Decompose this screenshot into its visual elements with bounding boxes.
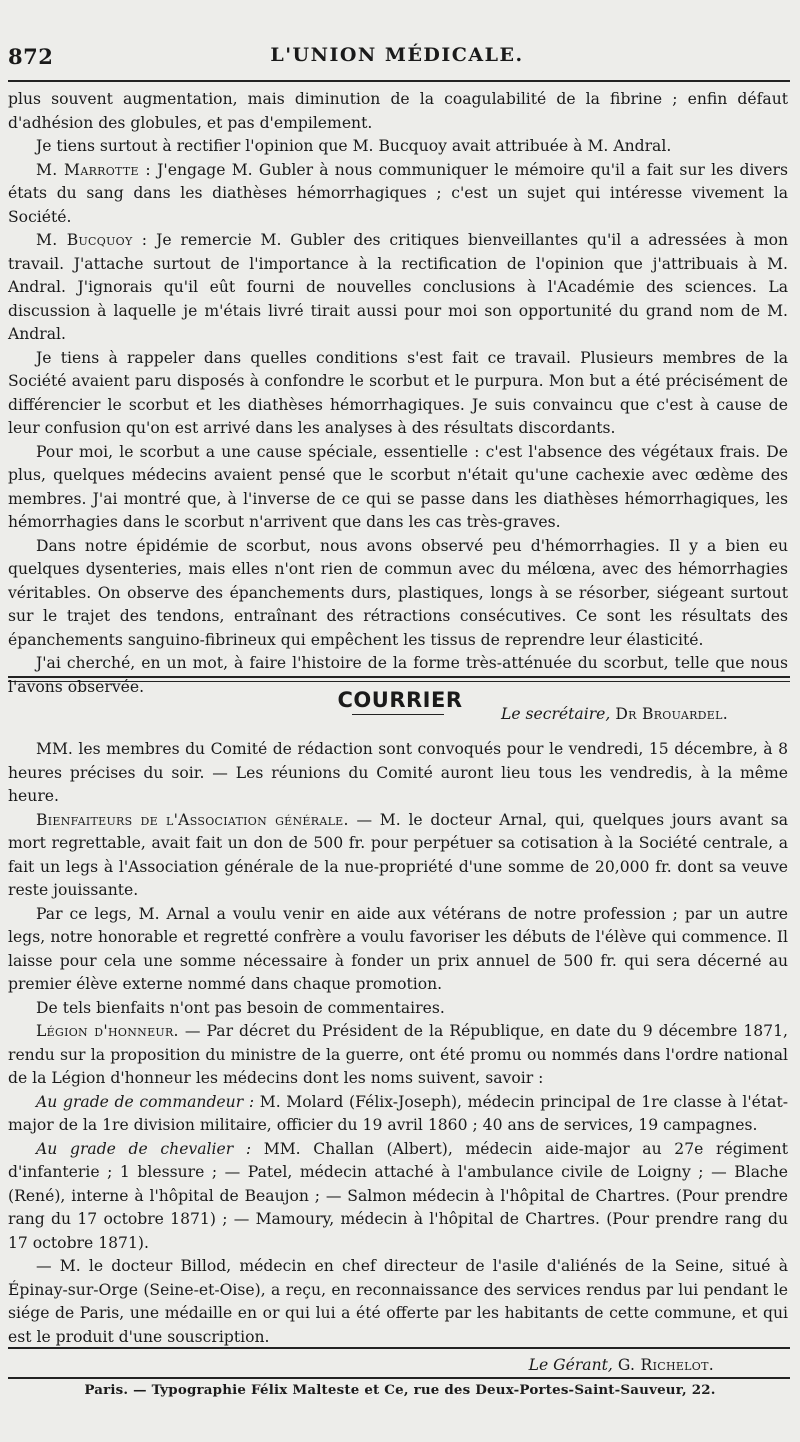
paragraph-text: Pour moi, le scorbut a une cause spéciale, essentielle : c'est l'absence des végétaux frais. De plus, quelques médecins avaient pensé que le scorbut n'était qu'une cachexie avec œdème des membres. J'ai montré que, à l'inverse de ce qui se passe dans les diathèses hémorrhagiques, les hémorrhagies dans le scorbut n'arrivent que dans les cas très-graves. — [8, 442, 788, 531]
courrier-title-underline — [352, 714, 444, 715]
paragraph-text: Dans notre épidémie de scorbut, nous avons observé peu d'hémorrhagies. Il y a bien eu quelques dysenteries, mais elles n'ont rien de commun avec du mélœna, avec des hémorrhagies véritables. On observe des épanchements durs, plastiques, longs à se résorber, siégeant surtout sur le trajet des tendons, entraînant des rétractions consécutives. Ce sont les résultats des épanchements sanguino-fibrineux qui empêchent les tissus de reprendre leur élasticité. — [8, 536, 788, 649]
paragraph-text: Je tiens à rappeler dans quelles conditions s'est fait ce travail. Plusieurs membres de la Société avaient paru disposés à confondre le scorbut et le purpura. Mon but a été précisément de différencier le scorbut et les diathèses hémorrhagiques. Je suis convaincu que c'est à cause de leur confusion qu'on est arrivé dans les analyses à des résultats discordants. — [8, 348, 788, 437]
courrier-title: COURRIER — [337, 688, 463, 712]
minutes-paragraph — [8, 159, 788, 230]
minutes-paragraph — [8, 535, 788, 653]
paragraph-text: plus souvent augmentation, mais diminution de la coagulabilité de la fibrine ; enfin défaut d'adhésion des globules, et pas d'empilement. — [8, 90, 788, 132]
grade-heading: Au grade de chevalier : — [36, 1139, 252, 1158]
printer-imprint: Paris. — Typographie Félix Malteste et Ce, rue des Deux-Portes-Saint-Sauveur, 22. — [84, 1382, 716, 1398]
courrier-paragraph — [8, 1091, 788, 1138]
courrier-paragraph — [8, 1138, 788, 1256]
gerant-name: G. Richelot. — [617, 1356, 714, 1374]
minutes-section — [8, 88, 788, 727]
paragraph-text: Je remercie M. Gubler des critiques bienveillantes qu'il a adressées à mon travail. J'attache surtout de l'importance à la rectification de l'opinion que j'attribuais à M. Andral. J'ignorais qu'il eût fourni de nouvelles conclusions à l'Académie des sciences. La discussion à laquelle je m'étais livré tirait aussi pour moi son opportunité du grand nom de M. Andral. — [8, 231, 789, 343]
courrier-paragraph — [8, 903, 788, 997]
courrier-paragraph — [8, 997, 788, 1021]
imprint-rule — [8, 1377, 790, 1379]
paragraph-text: Par ce legs, M. Arnal a voulu venir en aide aux vétérans de notre profession ; par un autre legs, notre honorable et regretté confrère a voulu favoriser les débuts de l'élève qui commence. Il laisse pour cela une somme nécessaire à fonder un prix annuel de 500 fr. qui sera décerné au premier élève externe nommé dans chaque promotion. — [8, 904, 788, 993]
section-double-rule-bottom — [8, 681, 790, 682]
signature-role: Le secrétaire, — [500, 705, 611, 723]
courrier-paragraph — [8, 1255, 788, 1349]
header-rule — [8, 80, 790, 82]
courrier-section — [8, 738, 788, 1349]
page-number: 872 — [8, 44, 54, 69]
minutes-paragraph — [8, 229, 788, 347]
paragraph-text: M. Molard (Félix-Joseph), médecin principal de 1re classe à l'état-major de la 1re division militaire, officier du 19 avril 1860 ; 40 ans de services, 19 campagnes. — [8, 1092, 788, 1134]
paragraph-text: — M. le docteur Billod, médecin en chef directeur de l'asile d'aliénés de la Seine, situé à Épinay-sur-Orge (Seine-et-Oise), a reçu, en reconnaissance des services rendus par lui pendant le siége de Paris, une médaille en or qui lui a été offerte par les habitants de cette commune, et qui est le produit d'une souscription. — [8, 1257, 788, 1346]
paragraph-text: MM. Challan (Albert), médecin aide-major au 27e régiment d'infanterie ; 1 blessure ; — Patel, médecin attaché à l'ambulance civile de Loigny ; — Blache (René), interne à l'hôpital de Beaujon ; — Salmon médecin à l'hôpital de Chartres. (Pour prendre rang du 17 octobre 1871) ; — Mamoury, médecin à l'hôpital de Chartres. (Pour prendre rang du 17 octobre 1871). — [8, 1139, 788, 1252]
courrier-paragraph — [8, 1020, 788, 1091]
paragraph-heading: Légion d'honneur. — [36, 1022, 179, 1040]
signature-name: Dr Brouardel. — [615, 705, 728, 723]
minutes-paragraph — [8, 441, 788, 535]
speaker-name: M. Bucquoy : — [36, 231, 148, 249]
footer-rule — [8, 1347, 790, 1349]
speaker-name: M. Marrotte : — [36, 160, 151, 179]
paragraph-heading: Bienfaiteurs de l'Association générale. — [36, 810, 349, 829]
section-double-rule-top — [8, 676, 790, 678]
minutes-paragraph — [8, 135, 788, 159]
gerant-signature — [529, 1356, 714, 1374]
page-header — [8, 44, 786, 74]
courrier-paragraph — [8, 738, 788, 809]
grade-heading: Au grade de commandeur : — [36, 1092, 255, 1111]
paragraph-text: — Par décret du Président de la République, en date du 9 décembre 1871, rendu sur la proposition du ministre de la guerre, ont été promu ou nommés dans l'ordre national de la Légion d'honneur les médecins dont les noms suivent, savoir : — [8, 1022, 788, 1087]
gerant-role: Le Gérant, — [528, 1356, 613, 1374]
paragraph-text: De tels bienfaits n'ont pas besoin de commentaires. — [36, 998, 445, 1017]
courrier-paragraph — [8, 809, 788, 903]
minutes-paragraph — [8, 88, 788, 135]
paragraph-text: J'ai cherché, en un mot, à faire l'histoire de la forme très-atténuée du scorbut, telle que nous l'avons observée. — [8, 654, 788, 696]
paragraph-text: J'engage M. Gubler à nous communiquer le mémoire qu'il a fait sur les divers états du sang dans les diathèses hémorrhagiques ; c'est un sujet qui intéresse vivement la Société. — [8, 160, 788, 226]
running-title: L'UNION MÉDICALE. — [270, 44, 524, 66]
paragraph-text: Je tiens surtout à rectifier l'opinion que M. Bucquoy avait attribuée à M. Andral. — [36, 137, 672, 155]
minutes-paragraph — [8, 347, 788, 441]
paragraph-text: MM. les membres du Comité de rédaction sont convoqués pour le vendredi, 15 décembre, à 8 heures précises du soir. — Les réunions du Comité auront lieu tous les vendredis, à la même heure. — [8, 740, 788, 805]
paragraph-text: — M. le docteur Arnal, qui, quelques jours avant sa mort regrettable, avait fait un don de 500 fr. pour perpétuer sa cotisation à la Société centrale, a fait un legs à l'Association générale de la nue-propriété d'une somme de 20,000 fr. dont sa veuve reste jouissante. — [8, 810, 788, 899]
